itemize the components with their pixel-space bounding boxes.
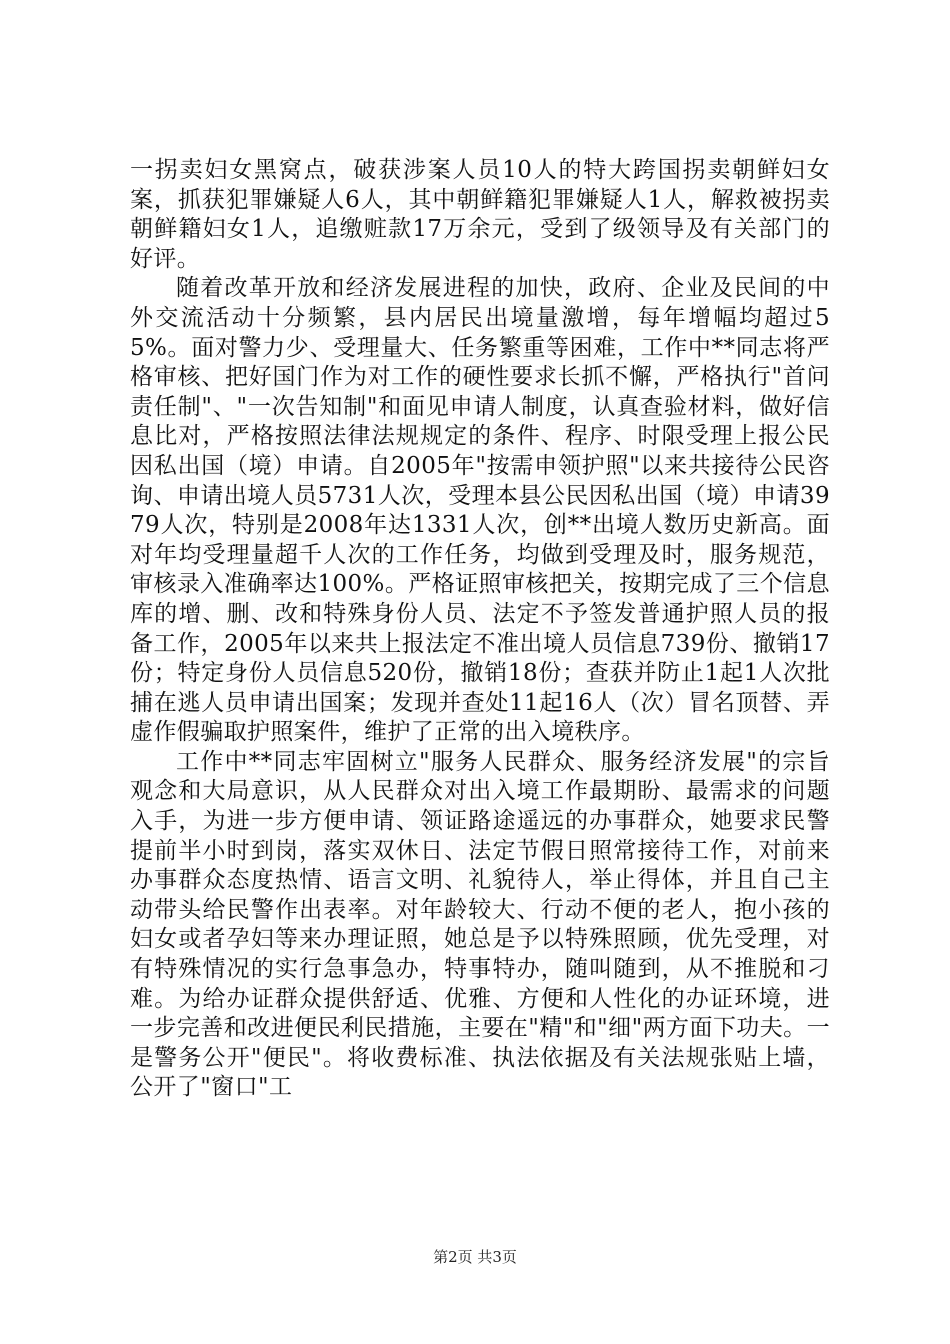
paragraph-exit-entry-review: 随着改革开放和经济发展进程的加快，政府、企业及民间的中外交流活动十分频繁，县内居民出境量激增，每年增幅均超过55%。面对警力少、受理量大、任务繁重等困难，工作中**同志将严格审核、把好国门作为对工作的硬性要求长抓不懈，严格执行"首问责任制"、"一次告知制"和面见申请人制度，认真查验材料，做好信息比对，严格按照法律法规规定的条件、程序、时限受理上报公民因私出国（境）申请。自2005年"按需申领护照"以来共接待公民咨询、申请出境人员5731人次，受理本县公民因私出国（境）申请3979人次，特别是2008年达1331人次，创**出境人数历史新高。面对年均受理量超千人次的工作任务，均做到受理及时，服务规范，审核录入准确率达100%。严格证照审核把关，按期完成了三个信息库的增、删、改和特殊身份人员、法定不予签发普通护照人员的报备工作，2005年以来共上报法定不准出境人员信息739份、撤销17份；特定身份人员信息520份，撤销18份；查获并防止1起1人次批捕在逃人员申请出国案；发现并查处11起16人（次）冒名顶替、弄虚作假骗取护照案件，维护了正常的出入境秩序。 xyxy=(130,275,830,746)
paragraph-service-concept: 工作中**同志牢固树立"服务人民群众、服务经济发展"的宗旨观念和大局意识，从人民群众对出入境工作最期盼、最需求的问题入手，为进一步方便申请、领证路途遥远的办事群众，她要求民警提前半小时到岗，落实双休日、法定节假日照常接待工作，对前来办事群众态度热情、语言文明、礼貌待人，举止得体，并且自己主动带头给民警作出表率。对年龄较大、行动不便的老人，抱小孩的妇女或者孕妇等来办理证照，她总是予以特殊照顾，优先受理，对有特殊情况的实行急事急办，特事特办，随叫随到，从不推脱和刁难。为给办证群众提供舒适、优雅、方便和人性化的办证环境，进一步完善和改进便民利民措施，主要在"精"和"细"两方面下功夫。一是警务公开"便民"。将收费标准、执法依据及有关法规张贴上墙，公开了"窗口"工 xyxy=(130,748,830,1101)
paragraph-continued: 一拐卖妇女黑窝点，破获涉案人员10人的特大跨国拐卖朝鲜妇女案，抓获犯罪嫌疑人6人，其中朝鲜籍犯罪嫌疑人1人，解救被拐卖朝鲜籍妇女1人，追缴赃款17万余元，受到了级领导及有关部门的好评。 xyxy=(130,157,830,272)
page-number-footer: 第2页 共3页 xyxy=(433,1248,517,1266)
document-body xyxy=(130,156,830,1103)
